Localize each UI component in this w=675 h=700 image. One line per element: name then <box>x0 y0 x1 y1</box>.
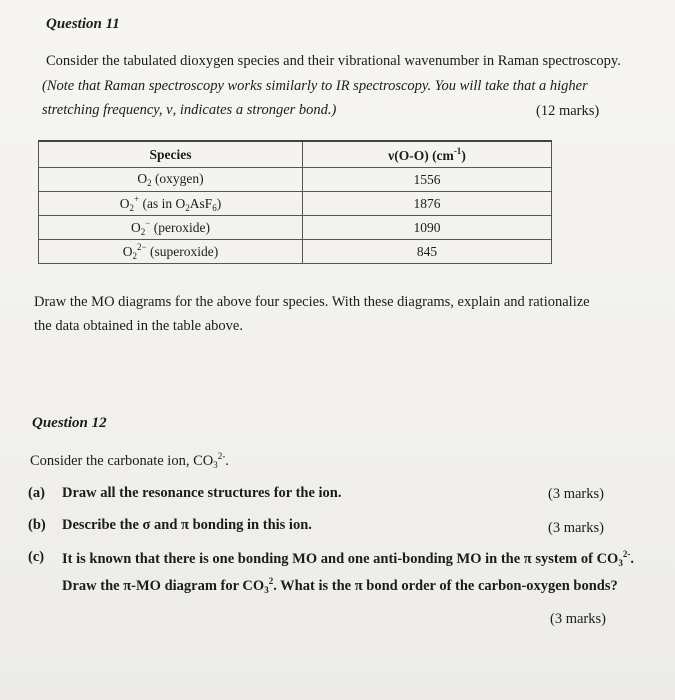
q12-b-label: (b) <box>28 517 46 533</box>
q12-intro: Consider the carbonate ion, $CO_3^{2-}$. <box>30 451 229 470</box>
frequency-cell: 1876 <box>303 192 552 216</box>
species-cell: $O_2$ (oxygen) <box>39 168 303 192</box>
q12-c-line2: Draw the π-MO diagram for $CO_3^2$. What is the π bond order of the carbon-oxygen bonds? <box>62 576 618 595</box>
species-table <box>38 140 552 264</box>
q11-note-line1: (Note that Raman spectroscopy works similarly to IR spectroscopy. You will take that a higher <box>42 78 588 94</box>
question-12-title: Question 12 <box>32 415 107 431</box>
header-species: Species <box>39 141 303 168</box>
q12-a-marks: (3 marks) <box>548 486 604 502</box>
table-row <box>39 240 552 264</box>
frequency-cell: 1556 <box>303 168 552 192</box>
header-frequency: ν(O-O) $(cm^{-1})$ <box>303 141 552 168</box>
q12-c-label: (c) <box>28 549 45 565</box>
q12-c-marks: (3 marks) <box>550 611 606 627</box>
question-11-title: Question 11 <box>46 16 120 32</box>
q12-c-line1: It is known that there is one bonding MO and one anti-bonding MO in the π system of $CO_3^{2-}$. <box>62 549 634 568</box>
q11-note-line2: stretching frequency, ν, indicates a stronger bond.) <box>42 102 337 118</box>
table-row <box>39 192 552 216</box>
species-cell: $O_2^{2-}$ (superoxide) <box>39 240 303 264</box>
species-cell: $O_2^+$ (as in $O_2AsF_6$) <box>39 192 303 216</box>
q11-marks: (12 marks) <box>536 103 600 119</box>
table-row <box>39 168 552 192</box>
frequency-cell: 845 <box>303 240 552 264</box>
table-header-row <box>39 141 552 168</box>
q12-a-label: (a) <box>28 485 45 501</box>
q11-intro: Consider the tabulated dioxygen species and their vibrational wavenumber in Raman spectroscopy. <box>46 53 621 69</box>
q11-task-line1: Draw the MO diagrams for the above four species. With these diagrams, explain and rationalize <box>34 294 590 310</box>
frequency-cell: 1090 <box>303 216 552 240</box>
q11-task-line2: the data obtained in the table above. <box>34 318 243 334</box>
species-cell: $O_2^-$ (peroxide) <box>39 216 303 240</box>
table-row <box>39 216 552 240</box>
q12-b-text: Describe the σ and π bonding in this ion. <box>62 517 312 533</box>
q12-b-marks: (3 marks) <box>548 520 604 536</box>
q12-a-text: Draw all the resonance structures for the ion. <box>62 485 342 501</box>
